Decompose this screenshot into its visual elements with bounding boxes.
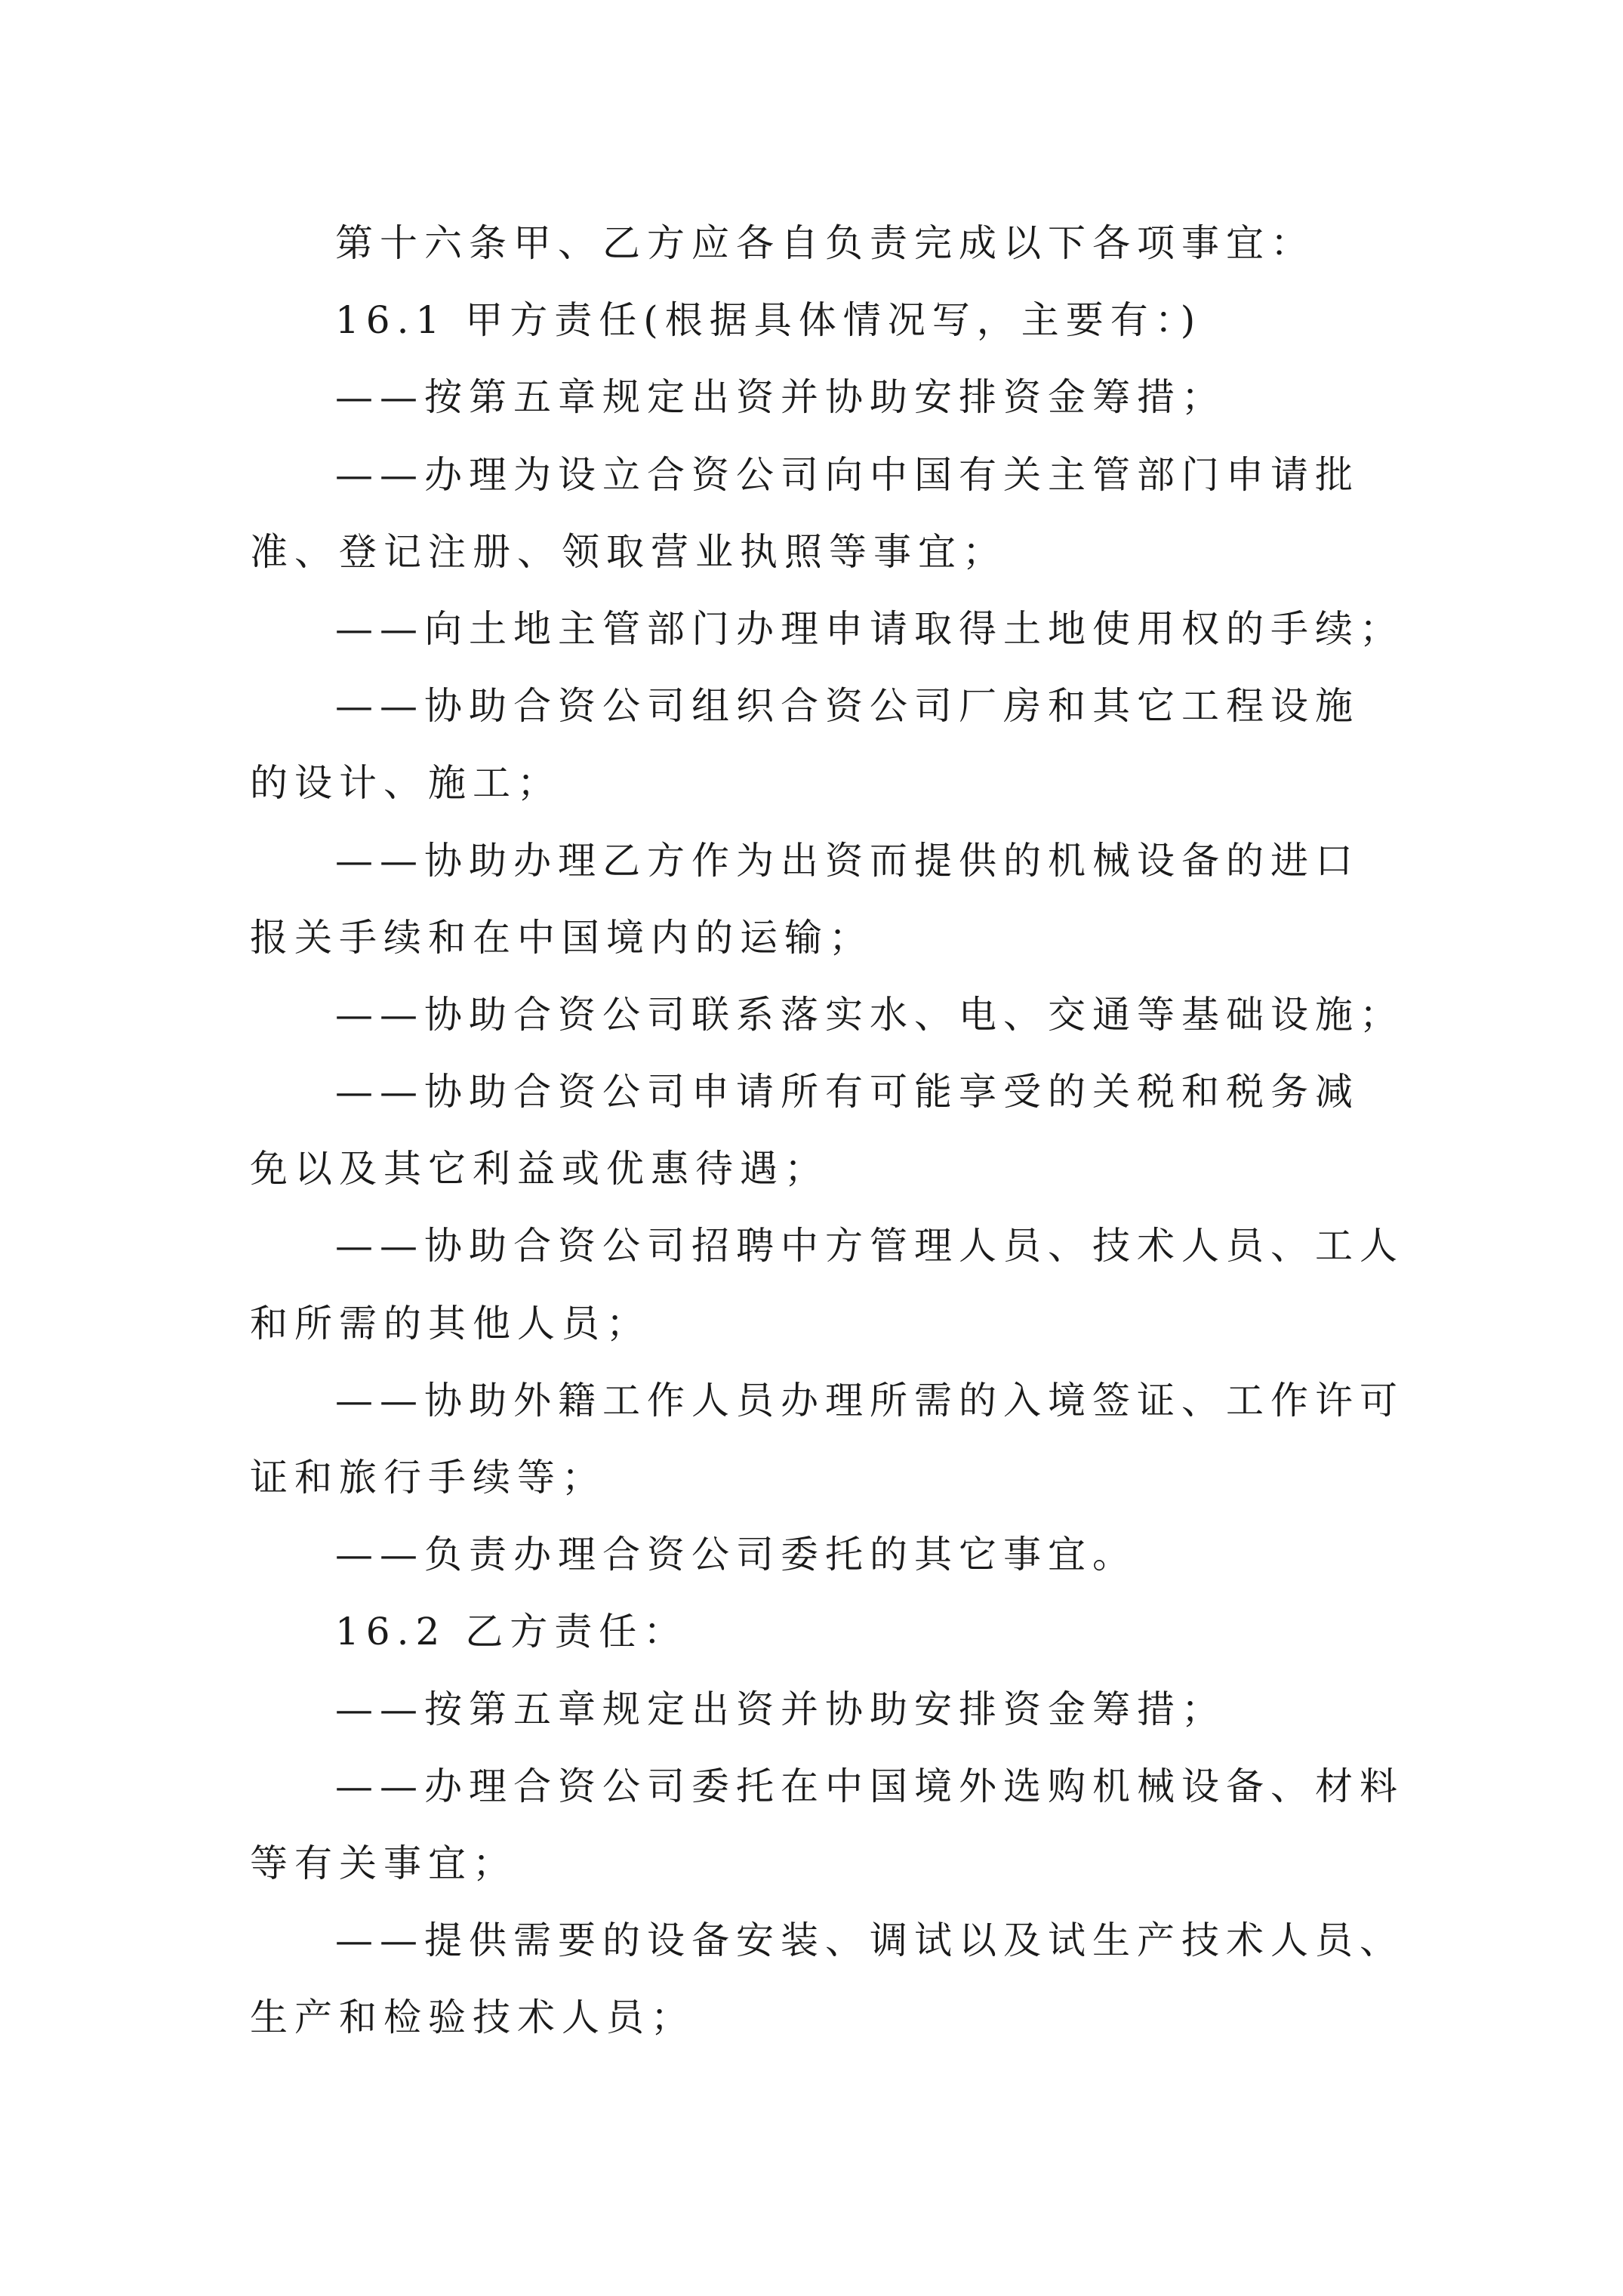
paragraph-line: ——协助外籍工作人员办理所需的入境签证、工作许可 <box>335 1379 1404 1422</box>
paragraph-line: ——按第五章规定出资并协助安排资金筹措； <box>335 1687 1226 1731</box>
paragraph-line: ——协助合资公司组织合资公司厂房和其它工程设施 <box>335 684 1360 728</box>
paragraph-line: ——提供需要的设备安装、调试以及试生产技术人员、 <box>335 1918 1404 1962</box>
paragraph-line: 准、登记注册、领取营业执照等事宜； <box>250 530 1007 574</box>
paragraph-line: 报关手续和在中国境内的运输； <box>250 916 873 960</box>
paragraph-line: ——办理为设立合资公司向中国有关主管部门申请批 <box>335 453 1360 497</box>
paragraph-line: ——按第五章规定出资并协助安排资金筹措； <box>335 375 1226 419</box>
paragraph-line: 和所需的其他人员； <box>250 1302 651 1345</box>
article-16-heading: 第十六条甲、乙方应各自负责完成以下各项事宜： <box>335 221 1315 265</box>
paragraph-line: ——协助合资公司联系落实水、电、交通等基础设施； <box>335 993 1404 1037</box>
paragraph-line: 免以及其它利益或优惠待遇； <box>250 1147 829 1191</box>
paragraph-line: ——协助合资公司申请所有可能享受的关税和税务减 <box>335 1070 1360 1114</box>
paragraph-line: 的设计、施工； <box>250 761 562 805</box>
section-16-2-heading: 16.2 乙方责任： <box>335 1610 688 1653</box>
paragraph-line: 等有关事宜； <box>250 1841 517 1885</box>
paragraph-line: ——办理合资公司委托在中国境外选购机械设备、材料 <box>335 1764 1404 1808</box>
paragraph-line: 生产和检验技术人员； <box>250 1996 695 2039</box>
section-16-1-heading: 16.1 甲方责任(根据具体情况写，主要有：) <box>335 298 1203 342</box>
paragraph-line: 证和旅行手续等； <box>250 1456 606 1499</box>
paragraph-line: ——协助办理乙方作为出资而提供的机械设备的进口 <box>335 839 1360 883</box>
paragraph-line: ——协助合资公司招聘中方管理人员、技术人员、工人 <box>335 1224 1404 1268</box>
paragraph-line: ——负责办理合资公司委托的其它事宜。 <box>335 1533 1137 1576</box>
paragraph-line: ——向土地主管部门办理申请取得土地使用权的手续； <box>335 607 1404 651</box>
